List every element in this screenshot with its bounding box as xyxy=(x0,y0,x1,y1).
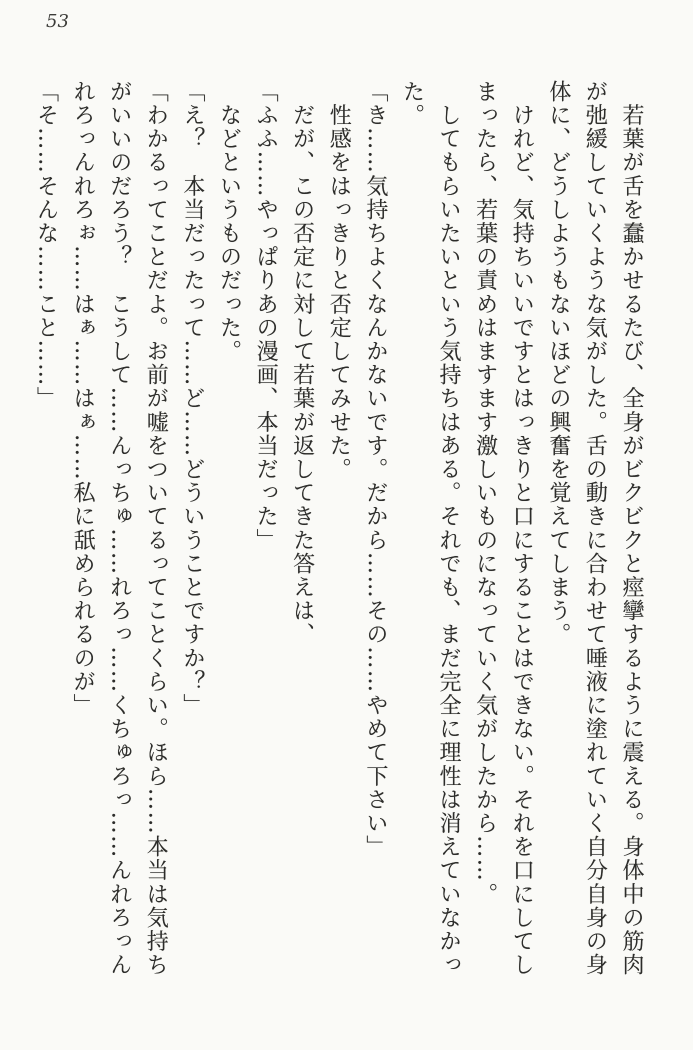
text-line: が弛緩していくような気がした。舌の動きに合わせて唾液に塗れていく自分自身の身 xyxy=(582,80,608,977)
text-line: してもらいたいという気持ちはある。それでも、まだ完全に理性は消えていなかっ xyxy=(436,80,462,977)
text-line: 性感をはっきりと否定してみせた。 xyxy=(326,80,352,482)
text-line: 「わかるってことだよ。お前が嘘をついてるってことくらい。ほら……本当は気持ち xyxy=(143,80,169,977)
text-line: れろっんれろぉ……はぁ……はぁ……私に舐められるのが」 xyxy=(70,80,96,718)
text-line: まったら、若葉の責めはますます激しいものになっていく気がしたから……。 xyxy=(472,80,498,906)
text-line: 体に、どうしようもないほどの興奮を覚えてしまう。 xyxy=(545,80,571,647)
text-line: 若葉が舌を蠢かせるたび、全身がビクビクと痙攣するように震える。身体中の筋肉 xyxy=(619,80,644,977)
text-line: た。 xyxy=(399,80,425,128)
page-number: 53 xyxy=(46,11,69,32)
text-line: だが、この否定に対して若葉が返してきた答えは、 xyxy=(289,80,315,647)
text-line: がいいのだろう？ こうして……んっちゅ……れろっ……くちゅろっ……んれろっん xyxy=(106,80,132,977)
text-line: 「そ……そんな……こと……」 xyxy=(33,80,59,411)
text-line: 「え？ 本当だったって……ど……どういうことですか？」 xyxy=(179,80,205,718)
text-line: 「き……気持ちよくなんかないです。だから……その……やめて下さい」 xyxy=(362,80,388,859)
text-line: などというものだった。 xyxy=(216,80,242,364)
text-line: 「ふふ……やっぱりあの漫画、本当だった」 xyxy=(253,80,279,552)
text-block xyxy=(27,80,649,980)
text-line: けれど、気持ちいいですとはっきりと口にすることはできない。それを口にしてし xyxy=(509,80,535,977)
